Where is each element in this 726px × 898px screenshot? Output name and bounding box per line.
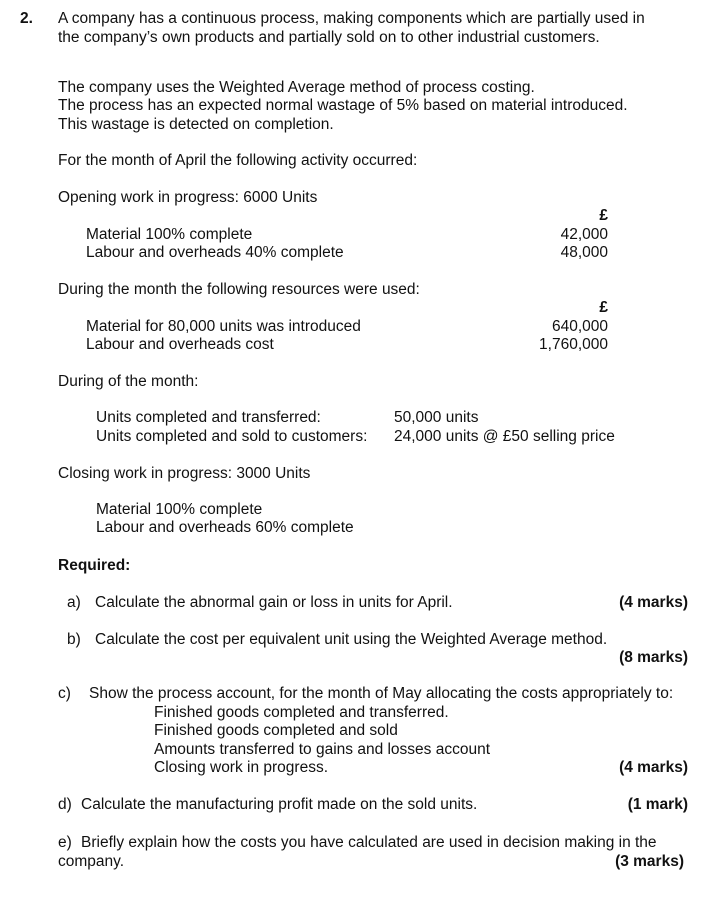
part-c-marks: (4 marks) xyxy=(619,759,688,776)
opening-wip-heading: Opening work in progress: 6000 Units xyxy=(58,189,318,206)
part-c-letter: c) xyxy=(58,685,71,702)
during-month-row-label: Units completed and transferred: xyxy=(96,409,321,426)
part-c-text: Show the process account, for the month of May allocating the costs appropriately to: xyxy=(89,685,674,702)
part-d-letter: d) xyxy=(58,796,72,813)
method-line-2: The process has an expected normal wastage of 5% based on material introduced. xyxy=(58,97,628,114)
opening-wip-row-label: Material 100% complete xyxy=(86,226,253,243)
required-heading: Required: xyxy=(58,557,131,574)
intro-line-2: the company’s own products and partially sold on to other industrial customers. xyxy=(58,29,600,46)
resources-row-label: Material for 80,000 units was introduced xyxy=(86,318,361,335)
during-month-row-label: Units completed and sold to customers: xyxy=(96,428,368,445)
part-a-letter: a) xyxy=(67,594,81,611)
method-line-1: The company uses the Weighted Average method of process costing. xyxy=(58,79,535,96)
resources-row-value: 640,000 xyxy=(551,318,608,335)
part-c-item: Finished goods completed and transferred. xyxy=(154,704,449,721)
intro-line-1: A company has a continuous process, making components which are partially used in xyxy=(58,10,645,27)
activity-intro: For the month of April the following activity occurred: xyxy=(58,152,418,169)
resources-row-value: 1,760,000 xyxy=(539,336,608,353)
part-e-letter: e) xyxy=(58,834,72,851)
part-e-line-2: company. xyxy=(58,853,125,870)
resources-currency: £ xyxy=(599,299,608,316)
opening-wip-currency: £ xyxy=(599,207,608,224)
opening-wip-row-label: Labour and overheads 40% complete xyxy=(86,244,344,261)
opening-wip-row-value: 42,000 xyxy=(560,226,608,243)
during-month-heading: During of the month: xyxy=(58,373,199,390)
part-d-marks: (1 mark) xyxy=(627,796,688,813)
resources-row-label: Labour and overheads cost xyxy=(86,336,274,353)
part-a-marks: (4 marks) xyxy=(619,594,688,611)
closing-wip-line-1: Material 100% complete xyxy=(96,501,263,518)
during-month-row-value: 50,000 units xyxy=(394,409,479,426)
part-e-marks: (3 marks) xyxy=(615,853,684,870)
resources-heading: During the month the following resources were used: xyxy=(58,281,420,298)
part-d-text: Calculate the manufacturing profit made on the sold units. xyxy=(81,796,478,813)
part-b-text: Calculate the cost per equivalent unit using the Weighted Average method. xyxy=(95,631,608,648)
part-e-line-1: Briefly explain how the costs you have calculated are used in decision making in the xyxy=(81,834,657,851)
part-b-letter: b) xyxy=(67,631,81,648)
part-a-text: Calculate the abnormal gain or loss in units for April. xyxy=(95,594,453,611)
part-b-marks: (8 marks) xyxy=(619,649,688,666)
question-number: 2. xyxy=(20,10,33,27)
during-month-row-value: 24,000 units @ £50 selling price xyxy=(394,428,615,445)
part-c-item: Closing work in progress. xyxy=(154,759,329,776)
closing-wip-heading: Closing work in progress: 3000 Units xyxy=(58,465,311,482)
method-line-3: This wastage is detected on completion. xyxy=(58,116,334,133)
part-c-item: Finished goods completed and sold xyxy=(154,722,398,739)
closing-wip-line-2: Labour and overheads 60% complete xyxy=(96,519,354,536)
opening-wip-row-value: 48,000 xyxy=(560,244,608,261)
part-c-item: Amounts transferred to gains and losses account xyxy=(154,741,491,758)
